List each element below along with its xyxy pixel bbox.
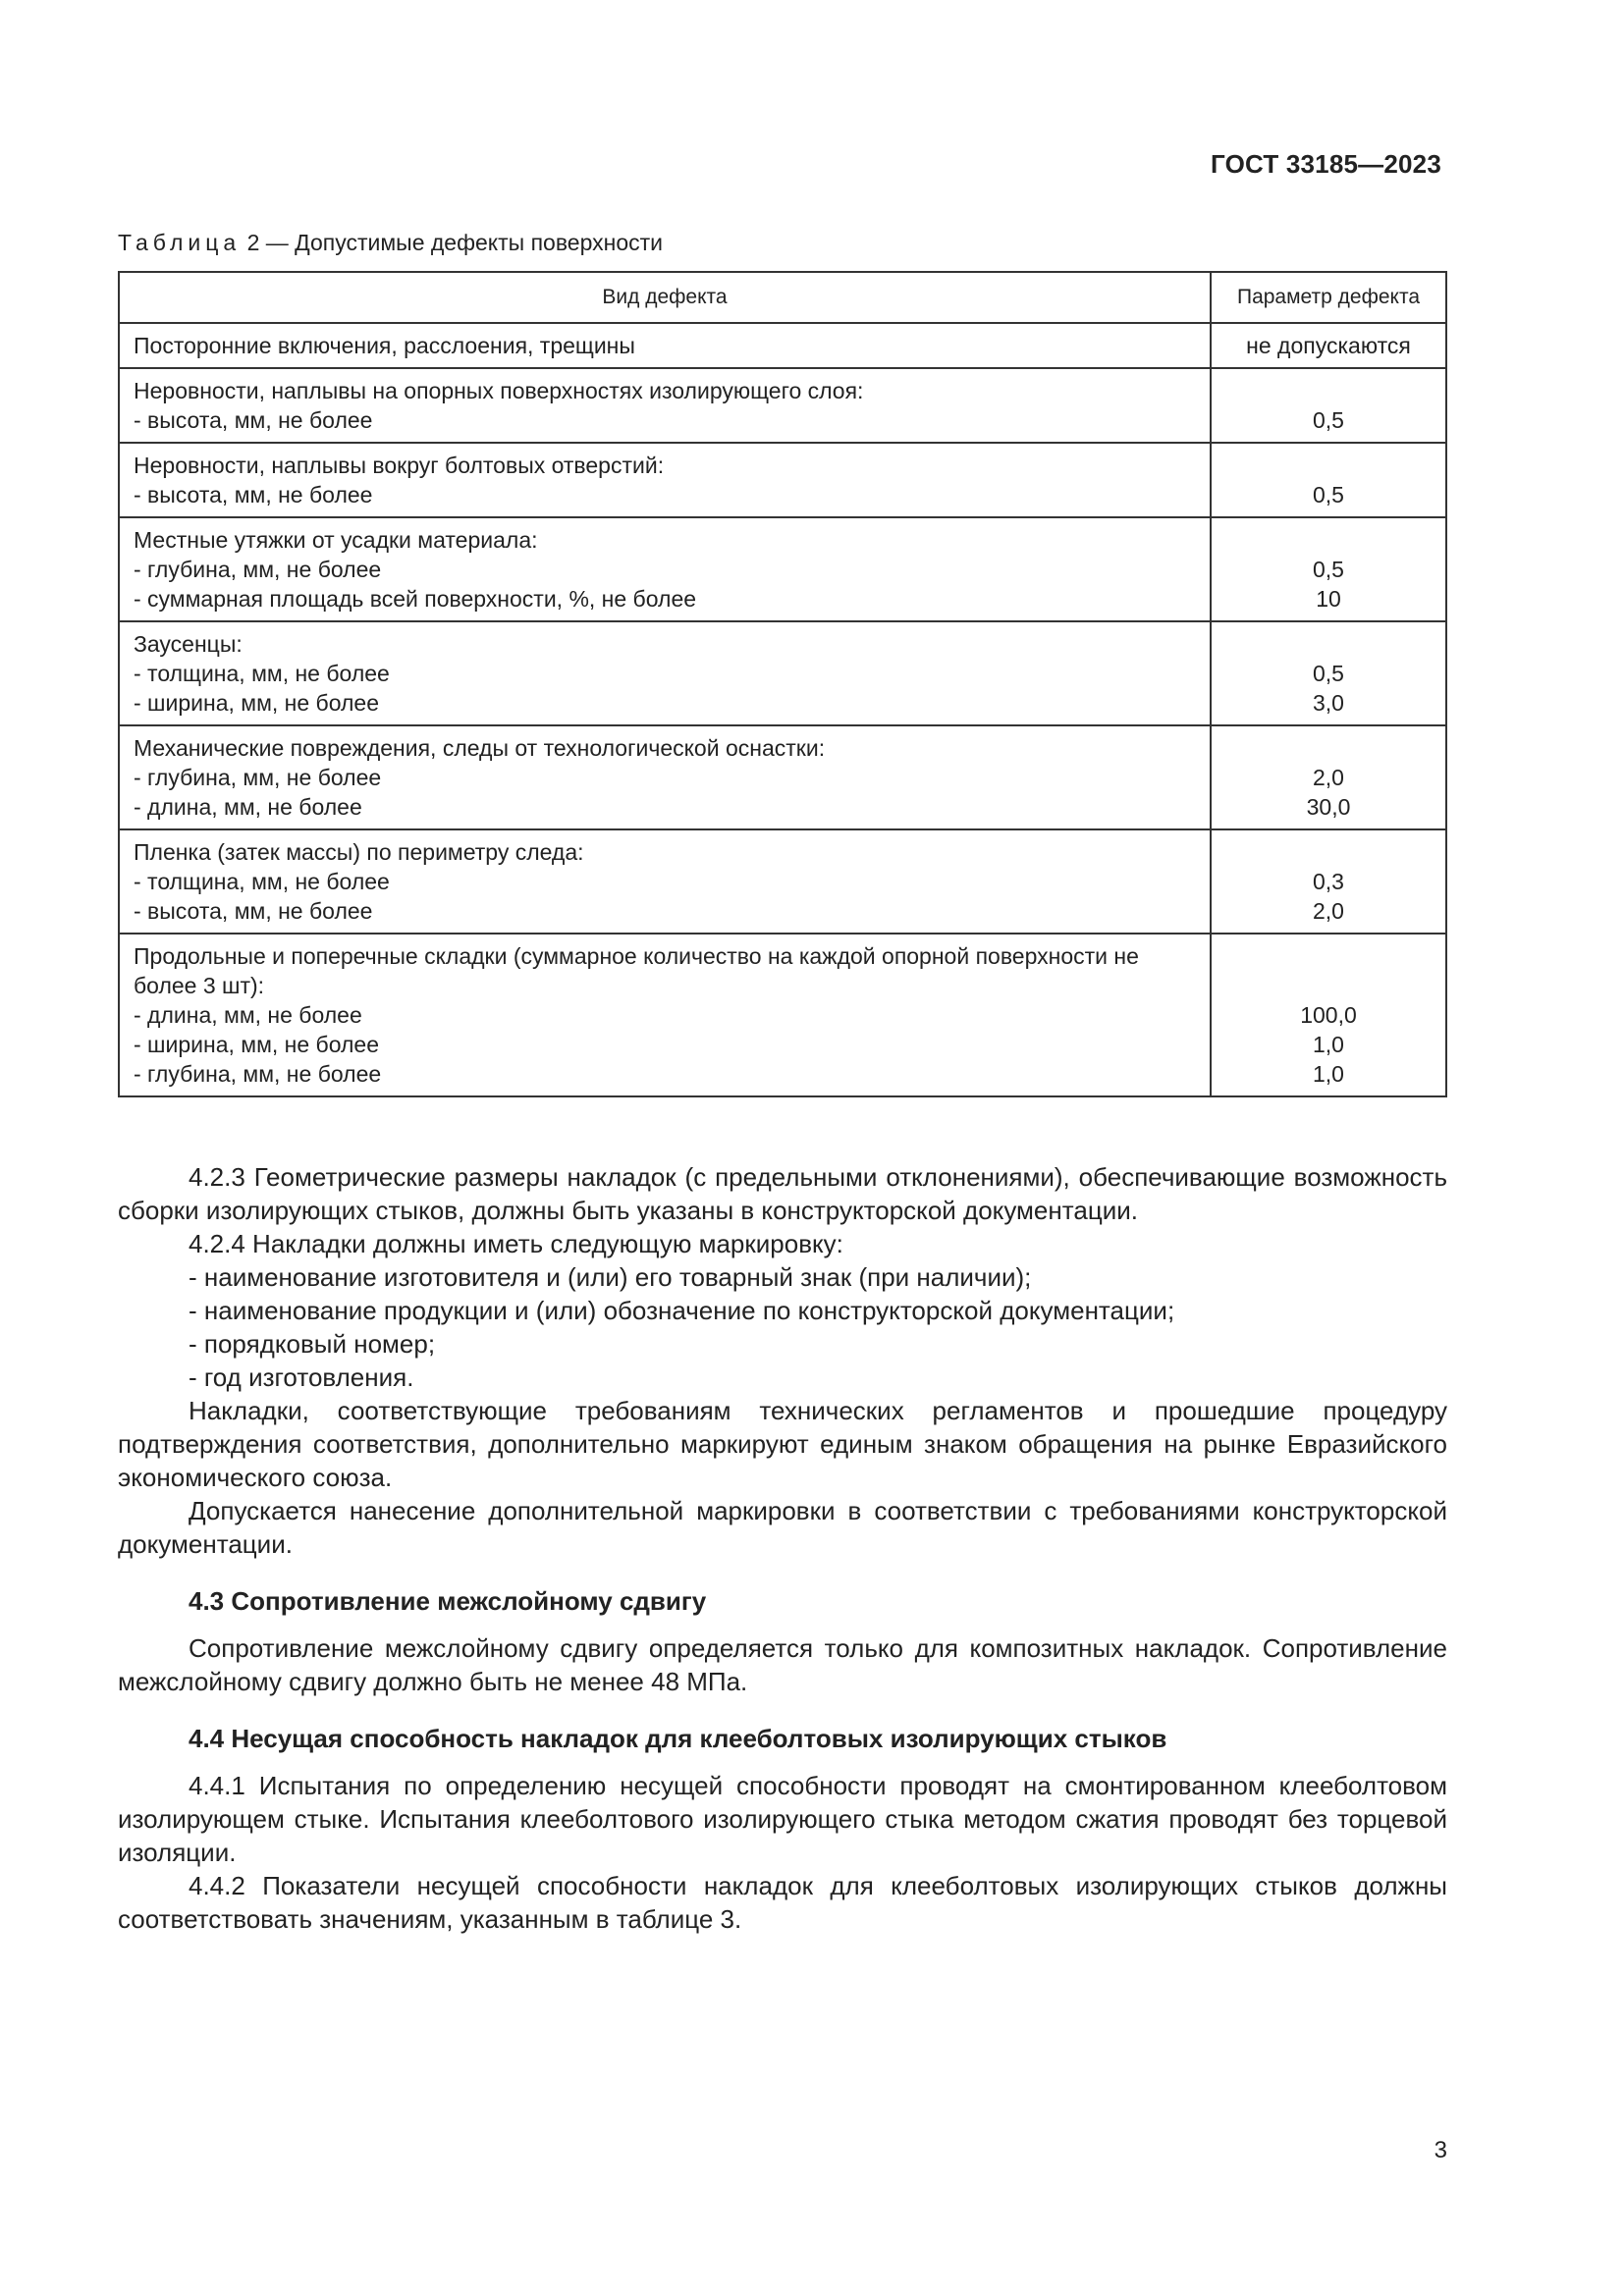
- paragraph-4-4-2: 4.4.2 Показатели несущей способности накладок для клееболтовых изолирующих стыков должны соответствовать значениям, указанным в таблице 3.: [118, 1871, 1447, 1934]
- param-value: 10: [1316, 586, 1341, 612]
- defect-line: - высота, мм, не более: [134, 482, 373, 507]
- param-cell: [1211, 725, 1446, 829]
- defect-line: Посторонние включения, расслоения, трещины: [134, 333, 635, 358]
- defects-table: [118, 271, 1447, 1097]
- paragraph-additional-marking: Допускается нанесение дополнительной маркировки в соответствии с требованиями конструкторской документации.: [118, 1496, 1447, 1559]
- defect-line: Заусенцы:: [134, 631, 243, 657]
- page-number: 3: [1434, 2137, 1447, 2163]
- column-header-param: Параметр дефекта: [1211, 272, 1446, 323]
- table-row: [119, 517, 1446, 621]
- defect-line: Неровности, наплывы на опорных поверхностях изолирующего слоя:: [134, 378, 864, 403]
- param-cell: [1211, 517, 1446, 621]
- defect-cell: [119, 517, 1211, 621]
- param-value: 30,0: [1306, 794, 1351, 820]
- param-cell: [1211, 368, 1446, 443]
- param-cell: [1211, 621, 1446, 725]
- param-value: 0,5: [1313, 482, 1344, 507]
- table-title-text: 2 — Допустимые дефекты поверхности: [241, 230, 663, 255]
- table-row: [119, 829, 1446, 934]
- paragraph-4-3: Сопротивление межслойному сдвигу определяется только для композитных накладок. Сопротивление межслойному сдвигу должно быть не менее 48 МПа.: [118, 1633, 1447, 1696]
- defect-cell: [119, 443, 1211, 517]
- defects-table-body: [119, 323, 1446, 1096]
- defect-line: Пленка (затек массы) по периметру следа:: [134, 839, 584, 865]
- table-row: [119, 621, 1446, 725]
- defect-cell: [119, 725, 1211, 829]
- heading-4-3: 4.3 Сопротивление межслойному сдвигу: [189, 1586, 707, 1616]
- defect-line: - высота, мм, не более: [134, 407, 373, 433]
- param-value: 0,5: [1313, 661, 1344, 686]
- param-value: 0,5: [1313, 407, 1344, 433]
- marking-list-item: - наименование продукции и (или) обозначение по конструкторской документации;: [189, 1296, 1175, 1325]
- heading-4-4: 4.4 Несущая способность накладок для клееболтовых изолирующих стыков: [189, 1724, 1167, 1753]
- param-value: 100,0: [1300, 1002, 1357, 1028]
- defect-line: - ширина, мм, не более: [134, 1032, 380, 1057]
- marking-list-item: - порядковый номер;: [189, 1329, 436, 1359]
- defect-line: - глубина, мм, не более: [134, 1061, 382, 1087]
- defect-line: - суммарная площадь всей поверхности, %, не более: [134, 586, 697, 612]
- table-header-row: [119, 272, 1446, 323]
- param-cell: [1211, 323, 1446, 368]
- table-row: [119, 934, 1446, 1096]
- paragraph-4-2-3: 4.2.3 Геометрические размеры накладок (с предельными отклонениями), обеспечивающие возможность сборки изолирующих стыков, должны быть указаны в конструкторской документации.: [118, 1162, 1447, 1225]
- defect-line: - высота, мм, не более: [134, 898, 373, 924]
- param-value: 2,0: [1313, 765, 1344, 790]
- param-cell: [1211, 443, 1446, 517]
- defect-line: - ширина, мм, не более: [134, 690, 380, 716]
- defect-cell: [119, 829, 1211, 934]
- table-row: [119, 443, 1446, 517]
- defect-line: - глубина, мм, не более: [134, 557, 382, 582]
- defect-line: Продольные и поперечные складки (суммарное количество на каждой опорной поверхности не более 3 шт):: [134, 943, 1139, 998]
- defect-line: Механические повреждения, следы от технологической оснастки:: [134, 735, 826, 761]
- param-value: 0,5: [1313, 557, 1344, 582]
- defect-line: - толщина, мм, не более: [134, 661, 390, 686]
- defect-cell: [119, 368, 1211, 443]
- defect-line: Неровности, наплывы вокруг болтовых отверстий:: [134, 453, 665, 478]
- table-row: [119, 725, 1446, 829]
- defect-line: - толщина, мм, не более: [134, 869, 390, 894]
- table-row: [119, 368, 1446, 443]
- param-value: 1,0: [1313, 1032, 1344, 1057]
- paragraph-4-4-1: 4.4.1 Испытания по определению несущей способности проводят на смонтированном клееболтовом изолирующем стыке. Испытания клееболтового изолирующего стыка методом сжатия проводят без торцевой изоляции.: [118, 1771, 1447, 1867]
- param-value: не допускаются: [1246, 333, 1411, 358]
- standard-code: ГОСТ 33185—2023: [1211, 149, 1441, 179]
- defect-line: - длина, мм, не более: [134, 1002, 362, 1028]
- table-title: [118, 230, 663, 256]
- defect-cell: [119, 621, 1211, 725]
- table-title-word: Таблица: [118, 230, 242, 255]
- defect-line: - глубина, мм, не более: [134, 765, 382, 790]
- marking-list-item: - год изготовления.: [189, 1362, 414, 1392]
- param-cell: [1211, 934, 1446, 1096]
- column-header-defect: Вид дефекта: [119, 272, 1211, 323]
- param-value: 1,0: [1313, 1061, 1344, 1087]
- param-value: 0,3: [1313, 869, 1344, 894]
- body-text: [118, 1160, 1447, 1936]
- defect-line: - длина, мм, не более: [134, 794, 362, 820]
- table-row: [119, 323, 1446, 368]
- param-cell: [1211, 829, 1446, 934]
- defect-line: Местные утяжки от усадки материала:: [134, 527, 538, 553]
- paragraph-eaeu-marking: Накладки, соответствующие требованиям технических регламентов и прошедшие процедуру подтверждения соответствия, дополнительно маркируют единым знаком обращения на рынке Евразийского экономического союза.: [118, 1396, 1447, 1492]
- paragraph-4-2-4: 4.2.4 Накладки должны иметь следующую маркировку:: [189, 1229, 843, 1258]
- marking-list-item: - наименование изготовителя и (или) его товарный знак (при наличии);: [189, 1262, 1032, 1292]
- param-value: 2,0: [1313, 898, 1344, 924]
- defect-cell: [119, 934, 1211, 1096]
- defect-cell: [119, 323, 1211, 368]
- param-value: 3,0: [1313, 690, 1344, 716]
